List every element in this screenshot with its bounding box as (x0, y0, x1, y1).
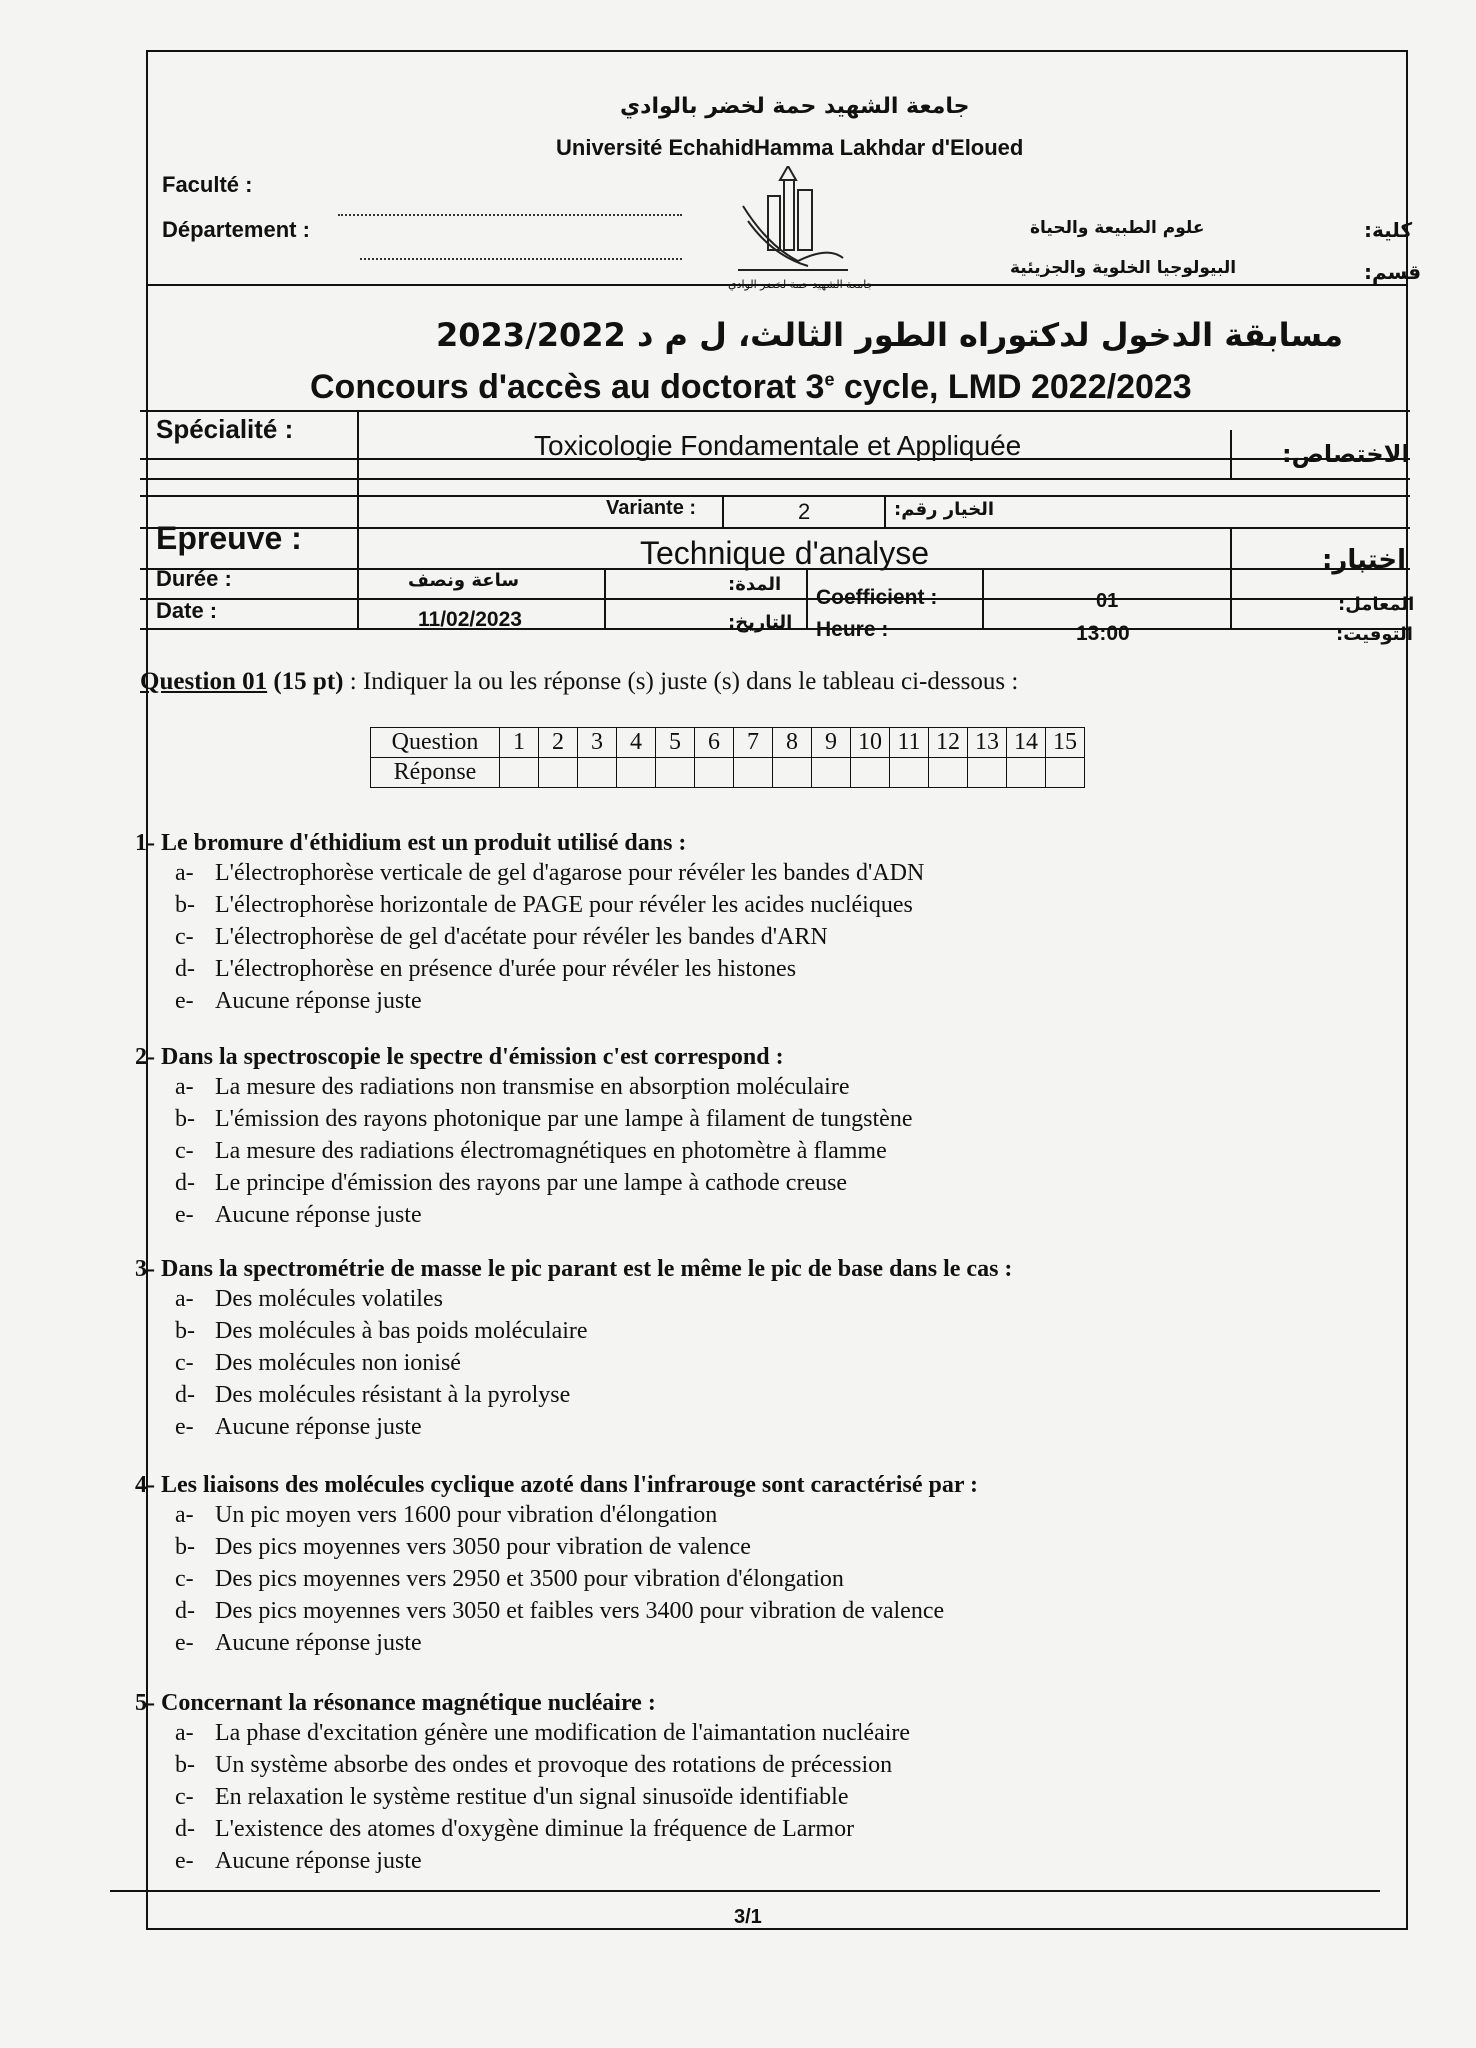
option-text: L'électrophorèse en présence d'urée pour révéler les histones (215, 956, 797, 982)
specialite-value: Toxicologie Fondamentale et Appliquée (534, 430, 1022, 461)
option-c (175, 1563, 978, 1595)
answer-cell[interactable] (734, 758, 773, 788)
answer-table-number: 15 (1046, 728, 1085, 758)
option-text: Aucune réponse juste (215, 988, 422, 1014)
option-letter: d- (175, 1816, 195, 1842)
question-title: 3- Dans la spectrométrie de masse le pic parant est le même le pic de base dans le cas : (135, 1256, 1013, 1282)
variante-value: 2 (798, 499, 811, 524)
option-c (175, 1135, 912, 1167)
answer-cell[interactable] (968, 758, 1007, 788)
question-title: 1- Le bromure d'éthidium est un produit utilisé dans : (135, 830, 687, 856)
university-logo (738, 166, 848, 286)
option-text: Des molécules à bas poids moléculaire (215, 1318, 588, 1344)
option-a (175, 1283, 1012, 1315)
option-d (175, 953, 924, 985)
info-vline-6 (604, 568, 606, 628)
option-c (175, 1347, 1012, 1379)
heure-value: 13:00 (1076, 622, 1130, 645)
question-3 (135, 1256, 1012, 1443)
option-letter: a- (175, 1286, 194, 1312)
info-line-7 (140, 598, 1410, 600)
answer-table-number: 8 (773, 728, 812, 758)
specialite-label: Spécialité : (156, 414, 294, 444)
answer-table-number: 4 (617, 728, 656, 758)
option-text: Aucune réponse juste (215, 1848, 422, 1874)
option-text: Le principe d'émission des rayons par une lampe à cathode creuse (215, 1170, 848, 1196)
answer-cell[interactable] (617, 758, 656, 788)
option-b (175, 1531, 978, 1563)
option-text: Aucune réponse juste (215, 1630, 422, 1656)
logo-caption: جامعة الشهيد حمة لخضر الوادي (728, 278, 874, 291)
answer-cell[interactable] (773, 758, 812, 788)
answer-cell[interactable] (656, 758, 695, 788)
info-vline-1 (357, 410, 359, 628)
option-a (175, 1717, 910, 1749)
duree-arabic-label: المدة: (728, 574, 782, 595)
coefficient-value: 01 (1096, 590, 1119, 612)
answer-table-question-label: Question (371, 728, 500, 758)
question-5 (135, 1690, 910, 1877)
option-text: L'existence des atomes d'oxygène diminue la fréquence de Larmor (215, 1816, 855, 1842)
option-e (175, 1199, 912, 1231)
answer-cell[interactable] (1007, 758, 1046, 788)
answer-cell[interactable] (890, 758, 929, 788)
info-vline-4 (884, 495, 886, 527)
option-text: La phase d'excitation génère une modification de l'aimantation nucléaire (215, 1720, 911, 1746)
page-number: 3/1 (734, 1906, 762, 1928)
answer-table-number: 2 (539, 728, 578, 758)
option-letter: c- (175, 1138, 194, 1164)
option-text: Des pics moyennes vers 3050 pour vibration de valence (215, 1534, 751, 1560)
info-line-5 (140, 527, 1410, 529)
option-text: En relaxation le système restitue d'un signal sinusoïde identifiable (215, 1784, 849, 1810)
epreuve-arabic-label: اختبار: (1322, 545, 1407, 575)
option-text: L'émission des rayons photonique par une lampe à filament de tungstène (215, 1106, 913, 1132)
option-text: Aucune réponse juste (215, 1414, 422, 1440)
department-arabic-value: البيولوجيا الخلوية والجزيئية (1010, 258, 1237, 278)
heure-arabic-label: التوقيت: (1336, 624, 1413, 645)
answer-cell[interactable] (539, 758, 578, 788)
department-arabic-label: قسم: (1364, 260, 1422, 284)
epreuve-value: Technique d'analyse (640, 535, 929, 571)
date-label: Date : (156, 598, 218, 623)
date-arabic-label: التاريخ: (728, 612, 793, 633)
info-vline-2 (1230, 430, 1232, 478)
answer-cell[interactable] (1046, 758, 1085, 788)
option-e (175, 1627, 978, 1659)
option-text: Des pics moyennes vers 3050 et faibles vers 3400 pour vibration de valence (215, 1598, 945, 1624)
specialite-arabic-label: الاختصاص: (1282, 440, 1410, 468)
question-1 (135, 830, 924, 1017)
option-letter: d- (175, 1170, 195, 1196)
answer-table-number: 6 (695, 728, 734, 758)
option-text: La mesure des radiations non transmise en absorption moléculaire (215, 1074, 850, 1100)
option-b (175, 1103, 912, 1135)
option-letter: e- (175, 1630, 194, 1656)
option-text: Aucune réponse juste (215, 1202, 422, 1228)
faculty-arabic-value: علوم الطبيعة والحياة (1030, 218, 1205, 238)
answer-cell[interactable] (500, 758, 539, 788)
faculte-label: Faculté : (162, 172, 253, 197)
option-letter: c- (175, 1350, 194, 1376)
duree-value: ساعة ونصف (408, 570, 520, 591)
faculty-arabic-label: كلية: (1364, 218, 1413, 242)
option-letter: d- (175, 1598, 195, 1624)
option-letter: b- (175, 892, 195, 918)
answer-cell[interactable] (812, 758, 851, 788)
option-text: Des molécules non ionisé (215, 1350, 461, 1376)
option-letter: a- (175, 1720, 194, 1746)
option-text: L'électrophorèse horizontale de PAGE pour révéler les acides nucléiques (215, 892, 913, 918)
option-letter: b- (175, 1752, 195, 1778)
university-name-french: Université EchahidHamma Lakhdar d'Eloued (556, 135, 1024, 160)
answer-table-number: 5 (656, 728, 695, 758)
option-a (175, 1071, 912, 1103)
option-a (175, 857, 924, 889)
option-text: Un système absorbe des ondes et provoque des rotations de précession (215, 1752, 893, 1778)
option-text: Des pics moyennes vers 2950 et 3500 pour vibration d'élongation (215, 1566, 844, 1592)
option-text: Un pic moyen vers 1600 pour vibration d'élongation (215, 1502, 718, 1528)
question01-heading (140, 668, 1018, 696)
answer-table-number: 9 (812, 728, 851, 758)
departement-label: Département : (162, 217, 310, 242)
info-vline-9 (1230, 568, 1232, 628)
answer-cell[interactable] (851, 758, 890, 788)
option-text: Des molécules volatiles (215, 1286, 443, 1312)
option-letter: e- (175, 988, 194, 1014)
info-line-1 (140, 410, 1410, 412)
option-e (175, 1411, 1012, 1443)
title-french: Concours d'accès au doctorat 3e cycle, LMD 2022/2023 (310, 368, 1192, 406)
option-letter: b- (175, 1318, 195, 1344)
coefficient-label: Coefficient : (816, 586, 938, 609)
variante-label: Variante : (606, 497, 697, 519)
option-text: L'électrophorèse verticale de gel d'agarose pour révéler les bandes d'ADN (215, 860, 925, 886)
answer-table-response-row (371, 758, 1085, 788)
option-letter: b- (175, 1534, 195, 1560)
answer-table-response-label: Réponse (371, 758, 500, 788)
option-c (175, 1781, 910, 1813)
question01-title: Question 01 (140, 668, 268, 695)
option-letter: c- (175, 924, 194, 950)
variante-arabic-label: الخيار رقم: (894, 499, 995, 520)
coefficient-arabic-label: المعامل: (1338, 594, 1415, 615)
duree-label: Durée : (156, 566, 232, 591)
option-letter: c- (175, 1784, 194, 1810)
option-e (175, 985, 924, 1017)
option-d (175, 1379, 1012, 1411)
date-value: 11/02/2023 (418, 608, 522, 631)
info-vline-7 (806, 568, 808, 628)
option-d (175, 1813, 910, 1845)
question-4 (135, 1472, 978, 1659)
option-b (175, 889, 924, 921)
option-letter: d- (175, 1382, 195, 1408)
answer-table-number: 7 (734, 728, 773, 758)
option-text: La mesure des radiations électromagnétiques en photomètre à flamme (215, 1138, 887, 1164)
option-letter: b- (175, 1106, 195, 1132)
info-line-3 (140, 478, 1410, 480)
option-letter: a- (175, 860, 194, 886)
option-d (175, 1595, 978, 1627)
option-c (175, 921, 924, 953)
header-divider (146, 284, 1408, 286)
question-title: 2- Dans la spectroscopie le spectre d'émission c'est correspond : (135, 1044, 784, 1070)
question-title: 5- Concernant la résonance magnétique nucléaire : (135, 1690, 656, 1716)
answer-table-number: 13 (968, 728, 1007, 758)
option-d (175, 1167, 912, 1199)
option-letter: e- (175, 1202, 194, 1228)
question-2 (135, 1044, 912, 1231)
departement-dotted-line (360, 258, 682, 260)
option-a (175, 1499, 978, 1531)
option-e (175, 1845, 910, 1877)
epreuve-label: Epreuve : (156, 520, 302, 556)
option-letter: c- (175, 1566, 194, 1592)
answer-cell[interactable] (695, 758, 734, 788)
option-letter: e- (175, 1848, 194, 1874)
faculte-dotted-line (338, 214, 682, 216)
option-text: L'électrophorèse de gel d'acétate pour révéler les bandes d'ARN (215, 924, 828, 950)
info-vline-8 (982, 568, 984, 628)
info-vline-5 (1230, 527, 1232, 568)
question01-instruction: : Indiquer la ou les réponse (s) juste (s) dans le tableau ci-dessous : (349, 668, 1019, 695)
answer-table-number: 14 (1007, 728, 1046, 758)
answer-table-question-row (371, 728, 1085, 758)
option-letter: d- (175, 956, 195, 982)
question01-points: (15 pt) (273, 668, 344, 695)
option-b (175, 1749, 910, 1781)
info-line-4 (140, 495, 1410, 497)
footer-divider (110, 1890, 1380, 1892)
title-arabic: مسابقة الدخول لدكتوراه الطور الثالث، ل م د 2023/2022 (436, 316, 1344, 354)
answer-cell[interactable] (929, 758, 968, 788)
university-name-arabic: جامعة الشهيد حمة لخضر بالوادي (620, 94, 970, 119)
answer-table-number: 11 (890, 728, 929, 758)
answer-table-number: 10 (851, 728, 890, 758)
option-text: Des molécules résistant à la pyrolyse (215, 1382, 571, 1408)
option-letter: a- (175, 1074, 194, 1100)
answer-table-number: 3 (578, 728, 617, 758)
answer-table-number: 1 (500, 728, 539, 758)
option-letter: e- (175, 1414, 194, 1440)
answer-cell[interactable] (578, 758, 617, 788)
option-b (175, 1315, 1012, 1347)
answer-table-number: 12 (929, 728, 968, 758)
question-title: 4- Les liaisons des molécules cyclique azoté dans l'infrarouge sont caractérisé par : (135, 1472, 979, 1498)
option-letter: a- (175, 1502, 194, 1528)
heure-label: Heure : (816, 618, 889, 641)
info-vline-3 (722, 495, 724, 527)
answer-table (370, 727, 1085, 788)
